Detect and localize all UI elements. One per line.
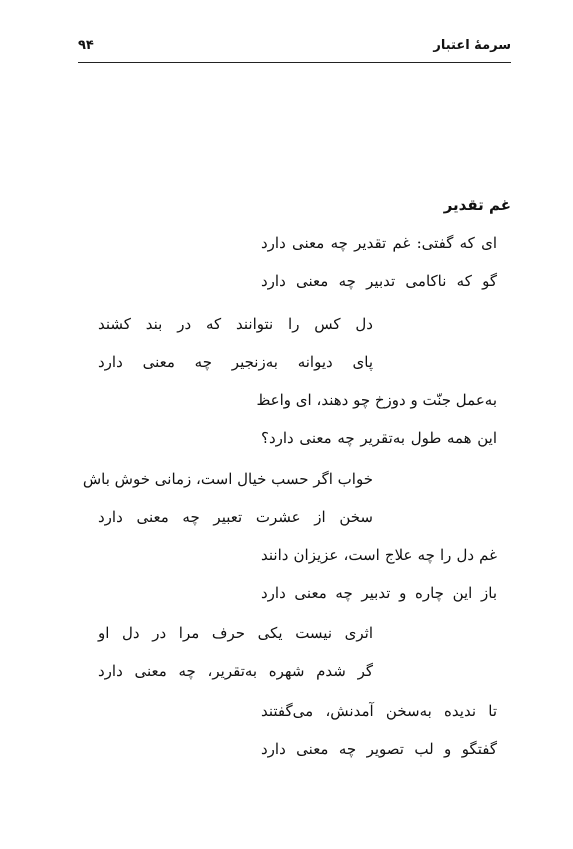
verse-line: گو که ناکامی تدبیر چه معنی دارد [261, 272, 497, 290]
verse-line: گر شدم شهره به‌تقریر، چه معنی دارد [98, 662, 373, 680]
book-title: سرمهٔ اعتبار [433, 38, 511, 53]
verse-line: باز این چاره و تدبیر چه معنی دارد [261, 584, 497, 602]
verse-line: ای که گفتی: غم تقدیر چه معنی دارد [261, 234, 497, 252]
verse-line: به‌عمل جنّت و دوزخ چو دهند، ای واعظ [256, 391, 497, 409]
verse-line: گفتگو و لب تصویر چه معنی دارد [261, 740, 497, 758]
verse-line: اثری نیست یکی حرف مرا در دل او [98, 624, 373, 642]
page-number: ۹۴ [78, 38, 94, 53]
verse-line: خواب اگر حسب خیال است، زمانی خوش باش [82, 470, 373, 488]
verse-line: این همه طول به‌تقریر چه معنی دارد؟ [261, 429, 497, 447]
verse-line: سخن از عشرت تعبیر چه معنی دارد [98, 508, 373, 526]
verse-line: پای دیوانه به‌زنجیر چه معنی دارد [98, 353, 373, 371]
poem-title: غم تقدیر [443, 196, 511, 214]
verse-line: دل کس را نتوانند که در بند کشند [98, 315, 373, 333]
verse-line: تا ندیده به‌سخن آمدنش، می‌گفتند [261, 702, 497, 720]
page-header [78, 36, 511, 63]
verse-line: غم دل را چه علاج است، عزیزان دانند [261, 546, 497, 564]
